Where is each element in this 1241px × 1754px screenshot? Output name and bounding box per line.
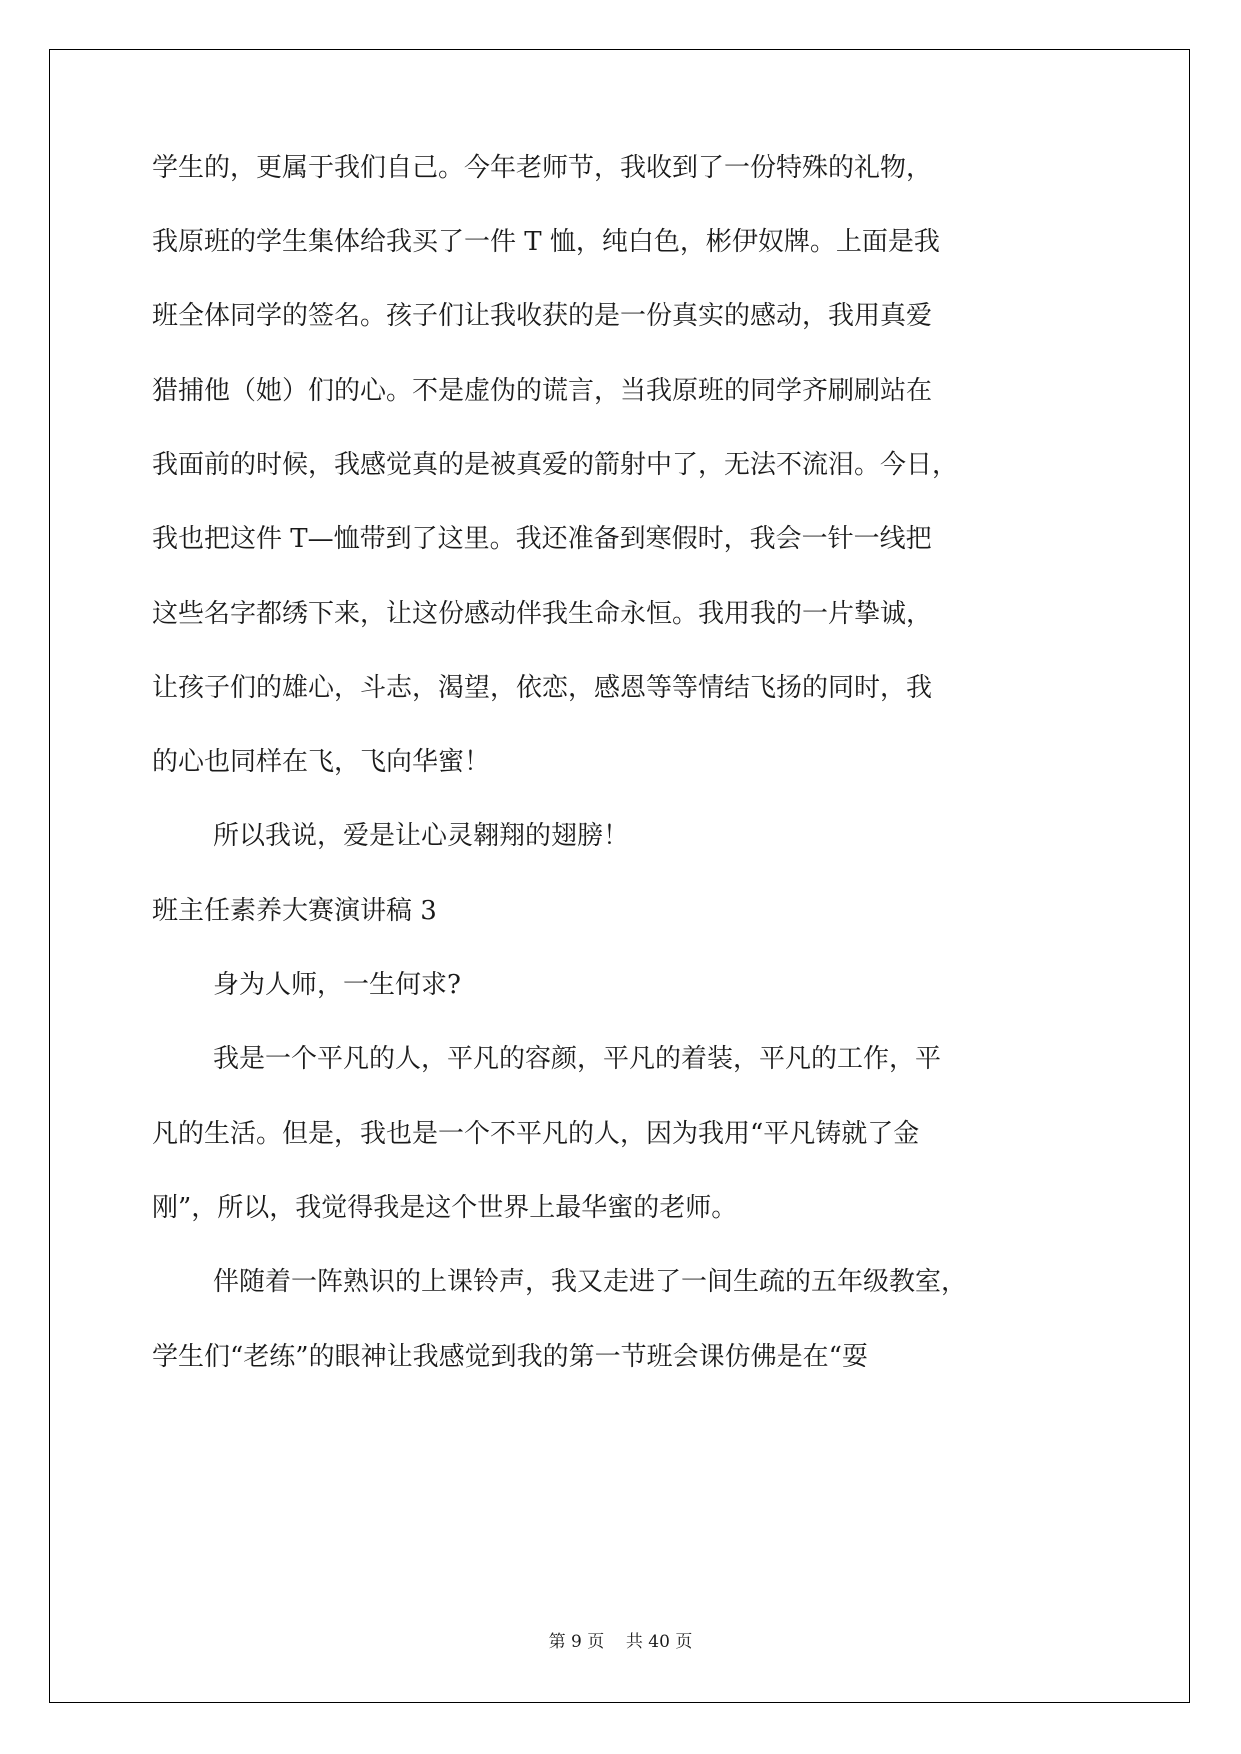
paragraph-line: 伴随着一阵熟识的上课铃声，我又走进了一间生疏的五年级教室， xyxy=(213,1267,968,1297)
paragraph-line: 我原班的学生集体给我买了一件 T 恤，纯白色，彬伊奴牌。上面是我 xyxy=(152,227,940,257)
paragraph-line: 凡的生活。但是，我也是一个不平凡的人，因为我用“平凡铸就了金 xyxy=(152,1119,920,1149)
paragraph-line: 猎捕他（她）们的心。不是虚伪的谎言，当我原班的同学齐刷刷站在 xyxy=(152,376,933,406)
paragraph-line: 我也把这件 T—恤带到了这里。我还准备到寒假时，我会一针一线把 xyxy=(152,524,932,554)
page-number-footer: 第 9 页 共 40 页 xyxy=(548,1632,693,1652)
paragraph-line: 身为人师，一生何求? xyxy=(213,970,461,1000)
paragraph-line: 的心也同样在飞，飞向华蜜！ xyxy=(152,747,491,777)
paragraph-line: 这些名字都绣下来，让这份感动伴我生命永恒。我用我的一片挚诚， xyxy=(152,599,933,629)
paragraph-line: 班全体同学的签名。孩子们让我收获的是一份真实的感动，我用真爱 xyxy=(152,301,933,331)
paragraph-line: 学生的，更属于我们自己。今年老师节，我收到了一份特殊的礼物， xyxy=(152,153,933,183)
section-heading: 班主任素养大赛演讲稿 3 xyxy=(152,896,437,926)
paragraph-line: 我面前的时候，我感觉真的是被真爱的箭射中了，无法不流泪。今日， xyxy=(152,450,959,480)
paragraph-line: 学生们“老练”的眼神让我感觉到我的第一节班会课仿佛是在“耍 xyxy=(152,1342,868,1372)
paragraph-line: 刚”，所以，我觉得我是这个世界上最华蜜的老师。 xyxy=(152,1193,738,1223)
paragraph-line: 所以我说，爱是让心灵翱翔的翅膀！ xyxy=(213,821,630,851)
paragraph-line: 让孩子们的雄心，斗志，渴望，依恋，感恩等等情结飞扬的同时，我 xyxy=(152,673,933,703)
paragraph-line: 我是一个平凡的人，平凡的容颜，平凡的着装，平凡的工作，平 xyxy=(213,1044,942,1074)
